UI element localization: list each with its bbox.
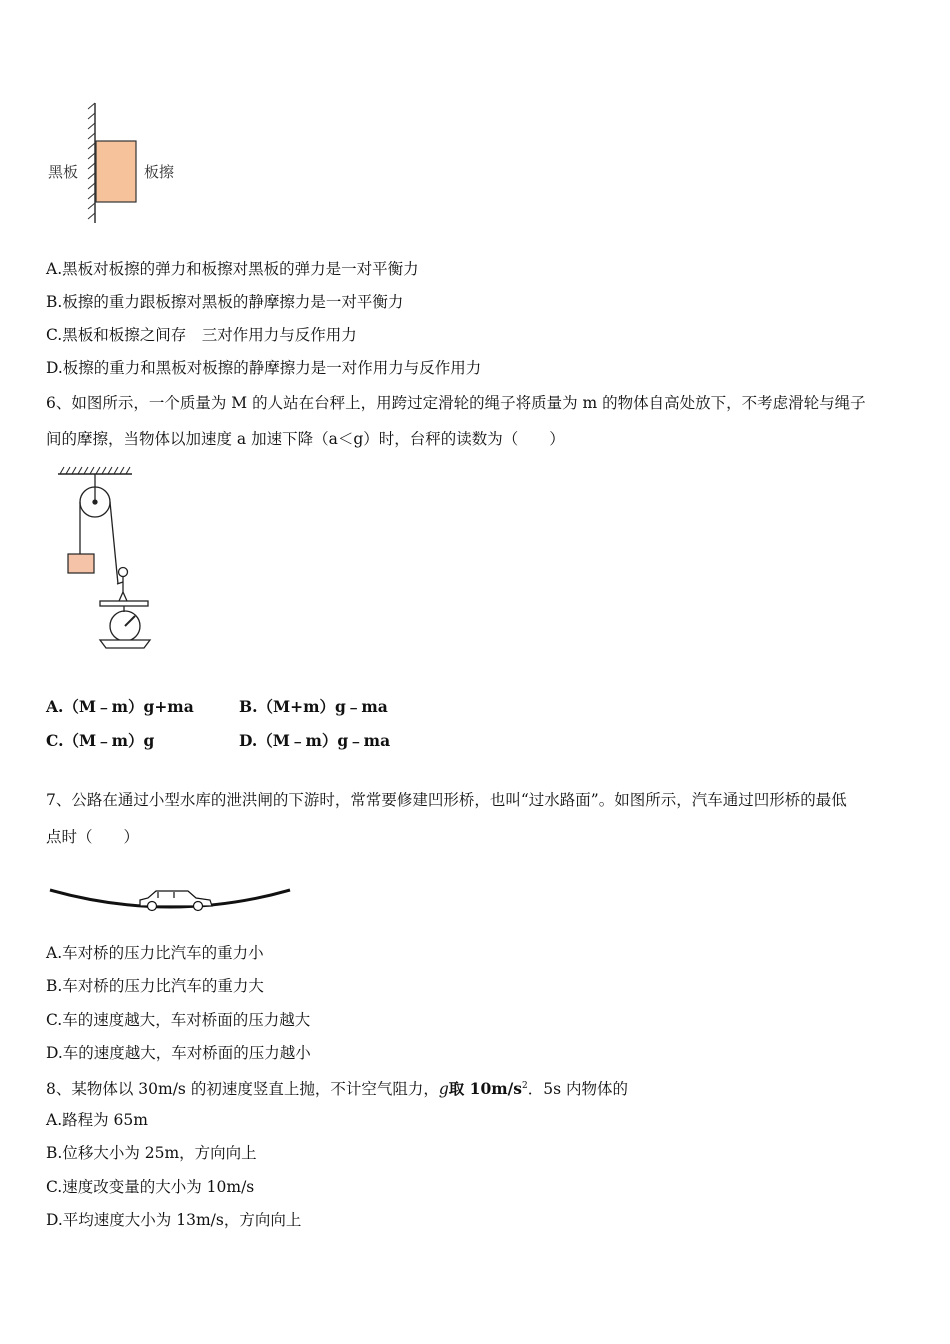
concave-bridge-diagram [48,880,294,916]
q8-stem [46,1075,628,1100]
q7-stem-line2: 点时（ ） [46,828,140,846]
q7-option-c: C.车的速度越大，车对桥面的压力越大 [46,1011,311,1029]
q8-stem-mid: 取 10m/s [448,1079,523,1099]
q8-option-a: A.路程为 65m [46,1111,148,1129]
q7-option-a: A.车对桥的压力比汽车的重力小 [46,944,264,962]
wall-hatching [88,103,95,223]
q8-stem-pre: 8、某物体以 30m/s 的初速度竖直上抛，不计空气阻力， [46,1080,439,1099]
scale-platform [100,601,148,606]
q7-option-d: D.车的速度越大，车对桥面的压力越小 [46,1044,311,1062]
q6-option-a: A.（M﹣m）g+ma [46,697,194,716]
q6-option-d: D.（M﹣m）g﹣ma [239,731,391,750]
eraser-block [96,141,136,202]
q5-option-a: A.黑板对板擦的弹力和板擦对黑板的弹力是一对平衡力 [46,260,419,278]
hanging-block [68,554,94,573]
q8-option-d: D.平均速度大小为 13m/s，方向向上 [46,1211,302,1229]
figure-concave-bridge [48,880,294,916]
q7-option-b: B.车对桥的压力比汽车的重力大 [46,977,264,995]
person-head [119,568,128,577]
q8-g-symbol: g [438,1080,449,1099]
label-eraser: 板擦 [144,163,175,181]
q6-option-c: C.（M﹣m）g [46,731,155,750]
q7-stem-line1: 7、公路在通过小型水库的泄洪闸的下游时，常常要修建凹形桥，也叫“过水路面”。如图所示，汽车通过凹形桥的最低 [46,791,847,809]
q6-stem-line2: 间的摩擦，当物体以加速度 a 加速下降（a＜g）时，台秤的读数为（ ） [46,430,565,448]
pulley-scale-diagram [50,462,170,657]
q8-stem-post: ．5s 内物体的 [527,1080,629,1099]
label-blackboard: 黑板 [48,163,79,181]
q8-option-c: C.速度改变量的大小为 10m/s [46,1178,255,1196]
q5-option-c: C.黑板和板擦之间存 三对作用力与反作用力 [46,326,357,344]
figure-blackboard-eraser [40,95,200,230]
q5-option-b: B.板擦的重力跟板擦对黑板的静摩擦力是一对平衡力 [46,293,404,311]
q8-superscript: 2 [522,1081,528,1091]
q6-stem-line1: 6、如图所示，一个质量为 M 的人站在台秤上，用跨过定滑轮的绳子将质量为 m 的物体自高处放下，不考虑滑轮与绳子 [46,394,866,412]
q5-option-d: D.板擦的重力和黑板对板擦的静摩擦力是一对作用力与反作用力 [46,359,482,377]
figure-pulley-scale [50,462,170,657]
q8-option-b: B.位移大小为 25m，方向向上 [46,1144,257,1162]
q6-option-b: B.（M+m）g﹣ma [239,697,388,716]
